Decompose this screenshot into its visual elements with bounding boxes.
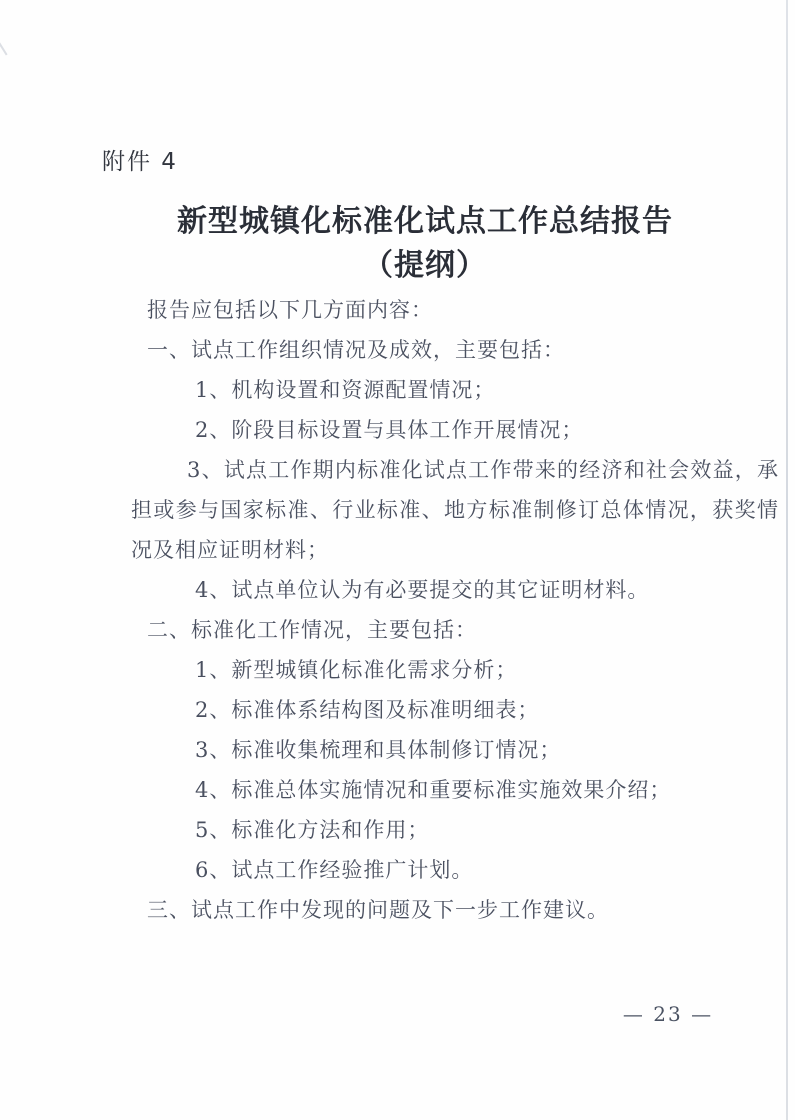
section-1-heading: 一、试点工作组织情况及成效，主要包括： <box>147 338 565 362</box>
section-2-item-3: 3、标准收集梳理和具体制修订情况； <box>195 738 562 762</box>
section-2-heading: 二、标准化工作情况，主要包括： <box>147 618 477 642</box>
section-1-item-2: 2、阶段目标设置与具体工作开展情况； <box>195 418 584 442</box>
document-title <box>131 200 719 288</box>
section-2-item-5: 5、标准化方法和作用； <box>195 818 430 842</box>
document-body <box>131 290 779 930</box>
document-title-line2: （提纲） <box>363 248 487 283</box>
attachment-label: 附件 4 <box>102 149 178 175</box>
section-1-item-3: 3、试点工作期内标准化试点工作带来的经济和社会效益，承担或参与国家标准、行业标准、地方标准制修订总体情况，获奖情况及相应证明材料； <box>131 458 779 562</box>
intro-line: 报告应包括以下几方面内容： <box>147 298 433 322</box>
scan-scratch-artifact <box>0 43 8 56</box>
section-1-item-1: 1、机构设置和资源配置情况； <box>195 378 496 402</box>
section-3-heading: 三、试点工作中发现的问题及下一步工作建议。 <box>147 898 609 922</box>
section-2-item-4: 4、标准总体实施情况和重要标准实施效果介绍； <box>195 778 672 802</box>
section-2-item-6: 6、试点工作经验推广计划。 <box>195 858 474 882</box>
section-2-item-1: 1、新型城镇化标准化需求分析； <box>195 658 518 682</box>
page-number: — 23 — <box>622 1002 714 1026</box>
document-title-line1: 新型城镇化标准化试点工作总结报告 <box>177 204 673 239</box>
section-2-item-2: 2、标准体系结构图及标准明细表； <box>195 698 540 722</box>
scan-edge-artifact <box>786 0 788 1120</box>
section-1-item-4: 4、试点单位认为有必要提交的其它证明材料。 <box>195 578 650 602</box>
